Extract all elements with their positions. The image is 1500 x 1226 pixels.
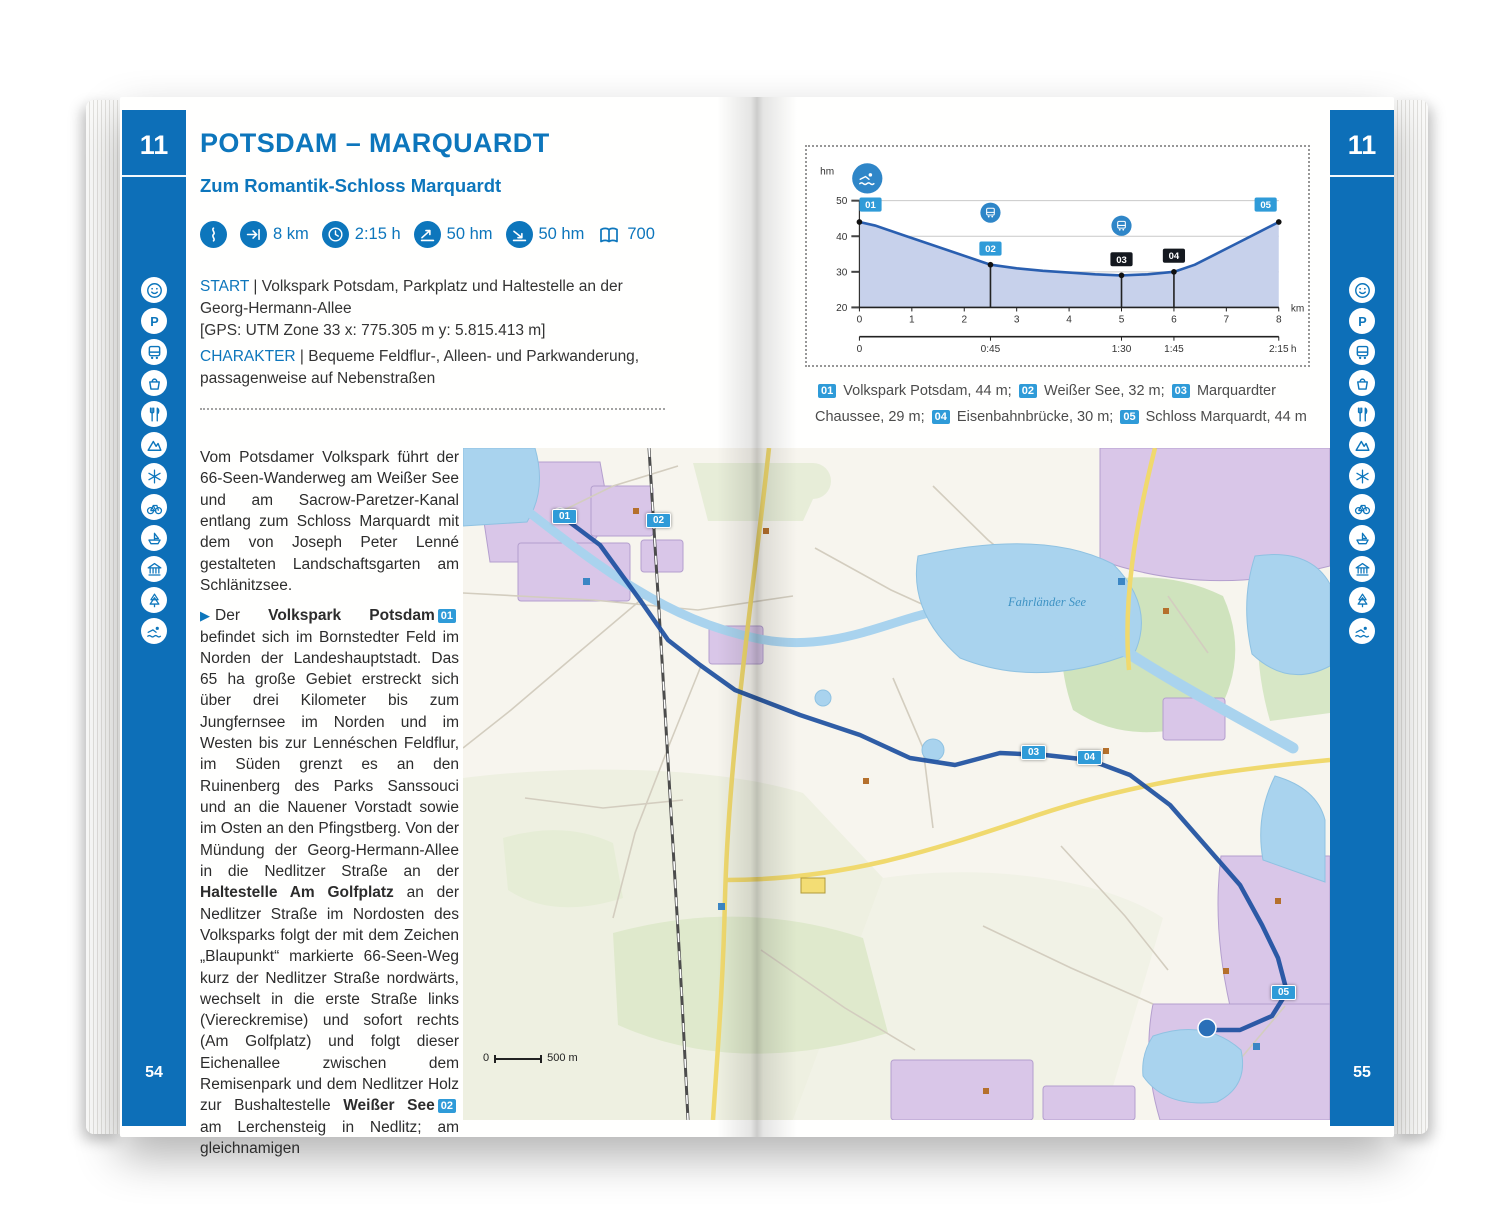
swim-icon [1349,618,1375,644]
svg-text:30: 30 [836,267,848,279]
stat-book [597,223,655,247]
legend-badge: 03 [1172,384,1190,398]
smiley-icon [1349,277,1375,303]
route-number: 11 [1330,110,1394,177]
sidebar-icon-column [122,277,186,644]
ascent-icon [414,221,441,248]
svg-text:0: 0 [856,343,863,355]
legend-badge: 04 [932,410,950,424]
scale-zero: 0 [483,1052,490,1064]
map-marker-02: 02 [646,513,671,528]
restaurant-icon [1349,401,1375,427]
stat-descent [506,221,585,248]
svg-text:3: 3 [1013,314,1020,326]
route-stats-row [200,221,665,248]
svg-text:20: 20 [836,302,848,314]
body-text-segment: an der Nedlitzer Straße im Nordosten des Volksparks folgt der mit dem Zeichen „Blaupunkt“ markierte 66-Seen-Weg kurz der Nedlitzer Straße nordwärts, wechselt in die erste Straße links (Viereckremise) und sofort rechts (Am Golfplatz) und folgt dieser Eichenallee zwischen dem Remisenpark und dem Nedlitzer Holz zur Bushaltestelle [200,884,459,1115]
start-text: | Volkspark Potsdam, Parkplatz und Haltestelle an der Georg-Hermann-Allee [200,278,623,317]
route-point-badge: 01 [438,609,456,623]
tree-icon [141,587,167,613]
body-text-segment: Haltestelle Am Golfplatz [200,884,394,902]
museum-icon [141,556,167,582]
parking-icon [1349,308,1375,334]
stat-value: 8 km [273,225,309,243]
start-label: START [200,278,250,295]
stat-value: 50 hm [446,225,493,243]
start-line [200,276,665,342]
svg-text:1: 1 [909,314,915,326]
legend-badge: 02 [1019,384,1037,398]
book-icon [597,223,621,247]
stat-value: 50 hm [538,225,585,243]
svg-text:h: h [1290,343,1297,355]
svg-text:2:15: 2:15 [1268,343,1289,355]
map-marker-01: 01 [552,509,577,524]
map-marker-03: 03 [1021,745,1046,760]
body-text-segment: Volkspark Potsdam [268,607,435,625]
legend-text: Weißer See, 32 m; [1040,383,1169,399]
svg-text:50: 50 [836,196,848,208]
tree-icon [1349,587,1375,613]
svg-text:1:45: 1:45 [1164,343,1184,355]
body-text-column [200,447,459,1168]
elevation-legend [815,378,1310,430]
scale-line [494,1058,542,1060]
boat-icon [1349,525,1375,551]
svg-text:8: 8 [1275,314,1282,326]
stat-route [200,221,227,248]
page-subtitle: Zum Romantik-Schloss Marquardt [200,175,502,196]
shop-icon [141,370,167,396]
svg-text:04: 04 [1168,251,1180,263]
svg-text:02: 02 [985,244,996,256]
stat-duration [322,221,401,248]
svg-text:05: 05 [1260,200,1271,212]
descent-icon [506,221,533,248]
svg-text:01: 01 [865,200,876,212]
sidebar-left [122,110,186,1126]
lake-label: Fahrländer See [1008,595,1087,609]
legend-text: Schloss Marquardt, 44 m [1141,409,1307,426]
body-text-segment: Der [215,607,269,625]
svg-text:0: 0 [856,314,863,326]
route-header [200,128,665,410]
legend-badge: 01 [818,384,836,398]
sidebar-right [1330,110,1394,1126]
stat-ascent [414,221,493,248]
route-info [200,276,665,390]
peak-icon [141,432,167,458]
legend-text: Marquardter Chaussee, 29 m; [815,383,1276,426]
charakter-line [200,346,665,390]
svg-text:1:30: 1:30 [1111,343,1132,355]
book-page-edges-left [86,100,120,1134]
restaurant-icon [141,401,167,427]
book-page-edges-right [1394,100,1428,1134]
svg-text:7: 7 [1223,314,1230,326]
body-text-segment: befindet sich im Bornstedter Feld im Norden der Landeshauptstadt. Das 65 ha große Gebiet erstreckt sich über drei Kilometer bis zum Jungfernsee im Norden und im Westen bis zur Lennéschen Feldflur, im Süden grenzt es an den Ruinenberg des Parks Sanssouci und an die Nauener Vorstadt sowie im Osten an den Pfingstberg. Von der Mündung der Georg-Hermann-Allee in die Nedlitzer Straße an der [200,628,459,880]
elevation-profile-plot [807,147,1308,365]
parking-icon [141,308,167,334]
play-icon: ▶ [200,608,210,624]
svg-text:2: 2 [961,314,968,326]
elevation-profile [805,145,1310,367]
svg-text:0:45: 0:45 [980,343,1001,355]
svg-text:6: 6 [1171,314,1177,326]
route-end-marker [1198,1019,1216,1037]
route-icon [200,221,227,248]
page-number-left: 54 [145,1064,163,1081]
stat-value: 700 [627,225,655,243]
smiley-icon [141,277,167,303]
svg-text:hm: hm [820,166,835,178]
snowflake-icon [141,463,167,489]
bus-icon [141,339,167,365]
bike-icon [1349,494,1375,520]
stat-value: 2:15 h [354,225,401,243]
svg-text:4: 4 [1066,314,1072,326]
boat-icon [141,525,167,551]
dotted-divider [200,408,665,410]
map-scalebar [483,1052,578,1064]
body-text-segment: Weißer See [343,1097,435,1115]
page-title: POTSDAM – MARQUARDT [200,128,550,158]
tour-paragraph [200,605,459,1159]
route-map [463,448,1330,1120]
peak-icon [1349,432,1375,458]
scale-label: 500 m [547,1052,578,1064]
charakter-label: CHARAKTER [200,348,296,365]
intro-paragraph: Vom Potsdamer Volkspark führt der 66-Seen-Wanderweg am Weißer See und am Sacrow-Paretzer-Kanal entlang zum Schloss Marquardt mit dem von Joseph Peter Lenné gestalteten Landschaftsgarten am Schlänitzsee. [200,449,459,594]
museum-icon [1349,556,1375,582]
svg-text:03: 03 [1116,254,1127,266]
stat-distance [240,221,309,248]
route-point-badge: 02 [438,1099,456,1113]
map-marker-05: 05 [1271,985,1296,1000]
bike-icon [141,494,167,520]
swim-icon [141,618,167,644]
svg-text:40: 40 [836,231,848,243]
body-text-segment: am Lerchensteig in Nedlitz; am gleichnamigen [200,1118,459,1157]
bus-icon [1349,339,1375,365]
gps-text: [GPS: UTM Zone 33 x: 775.305 m y: 5.815.413 m] [200,322,546,339]
legend-text: Eisenbahnbrücke, 30 m; [952,409,1118,426]
page-number-right: 55 [1353,1064,1371,1081]
svg-text:5: 5 [1118,314,1125,326]
map-marker-04: 04 [1077,750,1102,765]
distance-icon [240,221,267,248]
duration-icon [322,221,349,248]
legend-badge: 05 [1120,410,1138,424]
legend-text: Volkspark Potsdam, 44 m; [839,383,1016,399]
charakter-text: | Bequeme Feldflur-, Alleen- und Parkwanderung, passagenweise auf Nebenstraßen [200,348,640,387]
route-number: 11 [122,110,186,177]
shop-icon [1349,370,1375,396]
map-image [463,448,1330,1120]
svg-text:km: km [1290,303,1305,315]
snowflake-icon [1349,463,1375,489]
sidebar-icon-column [1330,277,1394,644]
